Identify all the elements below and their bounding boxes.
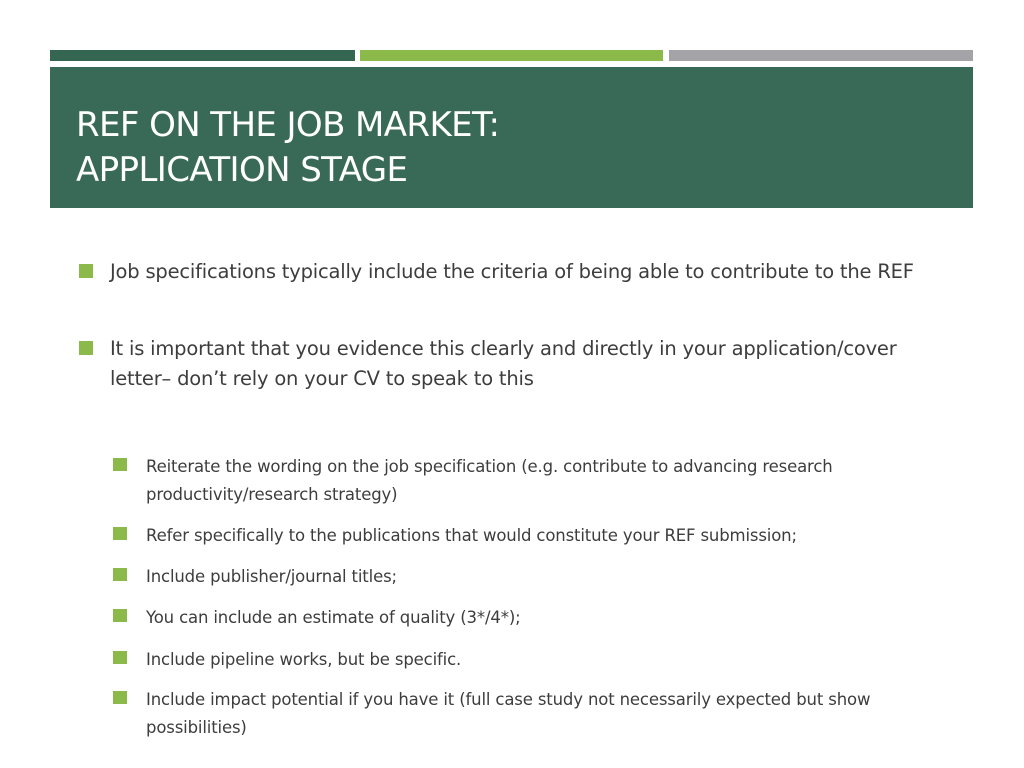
square-bullet-icon bbox=[113, 527, 127, 540]
sub-bullet-text: Include publisher/journal titles; bbox=[146, 567, 397, 586]
sub-bullet-item bbox=[146, 563, 946, 591]
square-bullet-icon bbox=[113, 651, 127, 664]
slide-title-line-2: APPLICATION STAGE bbox=[76, 150, 408, 190]
sub-bullet-item bbox=[146, 604, 946, 632]
sub-bullet-item bbox=[146, 646, 946, 674]
square-bullet-icon bbox=[79, 341, 93, 355]
bullet-text: Job specifications typically include the criteria of being able to contribute to the REF bbox=[110, 260, 914, 283]
sub-bullet-text: Include impact potential if you have it (full case study not necessarily expected but show possibilities) bbox=[146, 690, 871, 737]
bullet-item bbox=[110, 257, 950, 287]
sub-bullet-item bbox=[146, 522, 946, 550]
sub-bullet-text: Include pipeline works, but be specific. bbox=[146, 650, 462, 669]
sub-bullet-item bbox=[146, 453, 946, 509]
sub-bullet-text: Reiterate the wording on the job specification (e.g. contribute to advancing research productivity/research strategy) bbox=[146, 457, 833, 504]
square-bullet-icon bbox=[113, 568, 127, 581]
square-bullet-icon bbox=[79, 264, 93, 278]
sub-bullet-text: You can include an estimate of quality (3*/4*); bbox=[146, 608, 521, 627]
sub-bullet-item bbox=[146, 686, 946, 742]
bullet-item bbox=[110, 334, 950, 394]
bullet-text: It is important that you evidence this clearly and directly in your application/cover letter– don’t rely on your CV to speak to this bbox=[110, 337, 897, 390]
square-bullet-icon bbox=[113, 458, 127, 471]
sub-bullet-text: Refer specifically to the publications that would constitute your REF submission; bbox=[146, 526, 797, 545]
square-bullet-icon bbox=[113, 609, 127, 622]
square-bullet-icon bbox=[113, 691, 127, 704]
slide-title-line-1: REF ON THE JOB MARKET: bbox=[76, 105, 500, 145]
